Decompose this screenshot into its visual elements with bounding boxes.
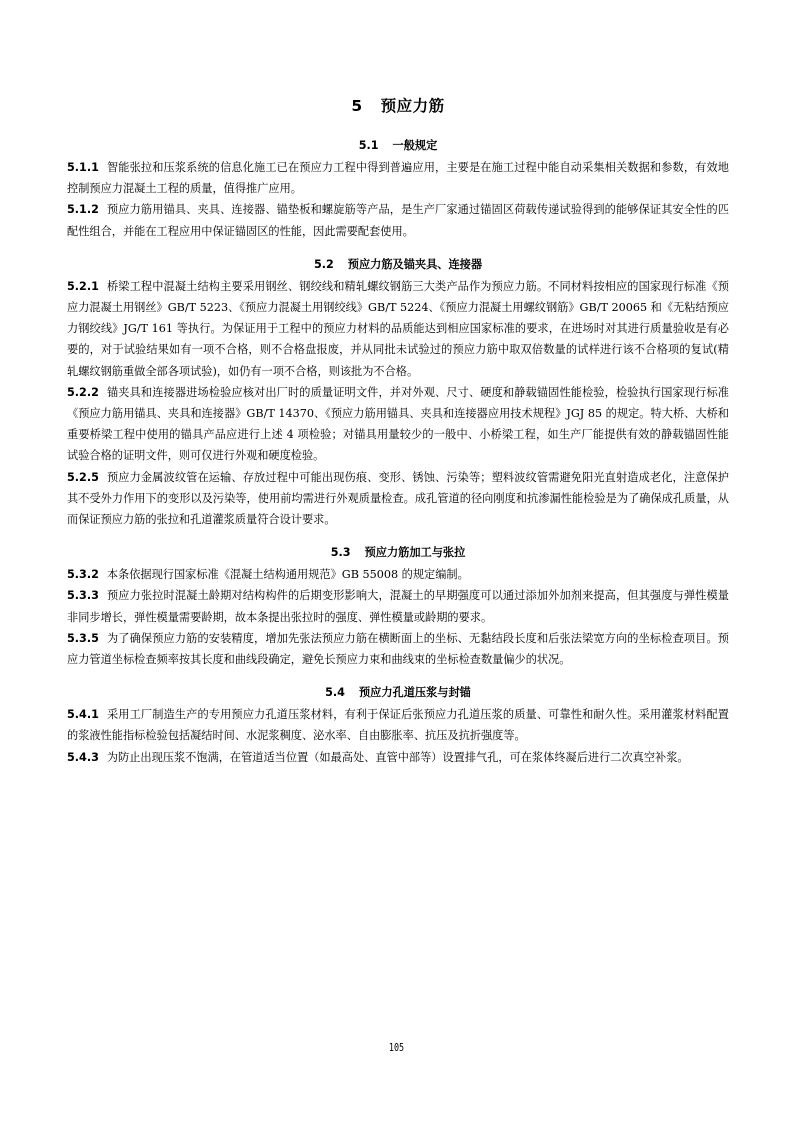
section-heading: [67, 684, 729, 702]
clause-number: 5.2.1: [67, 279, 99, 293]
section-number: 5.1: [358, 139, 379, 152]
clause-text: 桥梁工程中混凝土结构主要采用钢丝、钢绞线和精轧螺纹钢筋三大类产品作为预应力筋。不同材料按相应的国家现行标准《预应力混凝土用钢丝》GB/T 5223、《预应力混凝土用钢绞线》GB/T 5224、《预应力混凝土用螺纹钢筋》GB/T 20065 和《无粘结预应力钢绞线》JG/T 161 等执行。为保证用于工程中的预应力材料的品质能达到相应国家标准的要求，在进场时对其进行质量验收是有必要的，对于试验结果如有一项不合格，则不合格盘报废，并从同批未试验过的预应力筋中取双倍数量的试样进行该不合格项的复试(精轧螺纹钢筋重做全部各项试验)，如仍有一项不合格，则该批为不合格。: [67, 279, 729, 378]
section-number: 5.4: [325, 686, 345, 700]
clause: [67, 747, 729, 768]
clause-text: 预应力筋用锚具、夹具、连接器、锚垫板和螺旋筋等产品，是生产厂家通过锚固区荷载传递试验得到的能够保证其安全性的匹配性组合，并能在工程应用中保证锚固区的性能，因此需要配套使用。: [67, 203, 729, 238]
section-5-3: [67, 544, 729, 670]
section-title: 预应力孔道压浆与封锚: [358, 686, 471, 700]
clause: [67, 704, 729, 746]
section-number: 5.3: [330, 546, 351, 560]
section-heading: [67, 137, 729, 155]
section-heading: [67, 256, 729, 274]
section-5-1: [67, 137, 729, 242]
clause-number: 5.3.2: [67, 568, 99, 582]
clause-text: 本条依据现行国家标准《混凝土结构通用规范》GB 55008 的规定编制。: [106, 568, 469, 582]
clause-text: 为了确保预应力筋的安装精度，增加先张法预应力筋在横断面上的坐标、无黏结段长度和后张法梁宽方向的坐标检查项目。预应力管道坐标检查频率按其长度和曲线段确定，避免长预应力束和曲线束的坐标检查数量偏少的状况。: [67, 631, 729, 667]
clause-text: 预应力金属波纹管在运输、存放过程中可能出现伤痕、变形、锈蚀、污染等；塑料波纹管需避免阳光直射造成老化，注意保护其不受外力作用下的变形以及污染等，使用前均需进行外观质量检查。成孔管道的径向刚度和抗渗漏性能检验是为了确保成孔质量，从而保证预应力筋的张拉和孔道灌浆质量符合设计要求。: [67, 470, 729, 527]
clause-text: 采用工厂制造生产的专用预应力孔道压浆材料，有利于保证后张预应力孔道压浆的质量、可靠性和耐久性。采用灌浆材料配置的浆液性能指标检验包括凝结时间、水泥浆稠度、泌水率、自由膨胀率、抗压及抗折强度等。: [67, 708, 729, 743]
clause: [67, 382, 729, 467]
page-number: 105: [388, 1042, 405, 1054]
clause-text: 预应力张拉时混凝土龄期对结构构件的后期变形影响大，混凝土的早期强度可以通过添加外加剂来提高，但其强度与弹性模量非同步增长，弹性模量需要龄期，故本条提出张拉时的强度、弹性模量或龄期的要求。: [67, 589, 729, 624]
clause-text: 为防止出现压浆不饱满，在管道适当位置（如最高处、直管中部等）设置排气孔，可在浆体终凝后进行二次真空补浆。: [106, 750, 689, 764]
clause-number: 5.2.2: [67, 385, 99, 399]
section-5-2: [67, 256, 729, 530]
section-number: 5.2: [313, 257, 334, 271]
clause: [67, 585, 729, 627]
clause: [67, 564, 729, 585]
section-heading: [67, 544, 729, 562]
document-body: [67, 137, 729, 782]
clause-text: 锚夹具和连接器进场检验应核对出厂时的质量证明文件，并对外观、尺寸、硬度和静载锚固性能检验，检验执行国家现行标准《预应力筋用锚具、夹具和连接器》GB/T 14370、《预应力筋用锚具、夹具和连接器应用技术规程》JGJ 85 的规定。特大桥、大桥和重要桥梁工程中使用的锚具产品应进行上述 4 项检验；对锚具用量较少的一般中、小桥梁工程，如生产厂能提供有效的静载锚固性能试验合格的证明文件，则可仅进行外观和硬度检验。: [67, 385, 729, 463]
clause-number: 5.4.1: [67, 708, 99, 722]
clause-number: 5.1.2: [67, 203, 99, 217]
clause-number: 5.1.1: [67, 161, 99, 174]
section-title: 一般规定: [392, 139, 438, 152]
clause: [67, 199, 729, 241]
clause-number: 5.3.3: [67, 589, 99, 603]
section-title: 预应力筋及锚夹具、连接器: [347, 257, 483, 271]
clause: [67, 467, 729, 531]
clause-number: 5.4.3: [67, 750, 99, 764]
chapter-title-text: 预应力筋: [380, 97, 445, 115]
chapter-number: 5: [351, 97, 363, 115]
section-5-4: [67, 684, 729, 768]
clause: [67, 628, 729, 670]
clause: [67, 157, 729, 199]
clause-number: 5.2.5: [67, 470, 99, 484]
clause: [67, 276, 729, 382]
clause-text: 智能张拉和压浆系统的信息化施工已在预应力工程中得到普遍应用，主要是在施工过程中能自动采集相关数据和参数，有效地控制预应力混凝土工程的质量，值得推广应用。: [67, 161, 729, 196]
chapter-title: [67, 94, 729, 116]
clause-number: 5.3.5: [67, 631, 99, 645]
section-title: 预应力筋加工与张拉: [364, 546, 466, 560]
